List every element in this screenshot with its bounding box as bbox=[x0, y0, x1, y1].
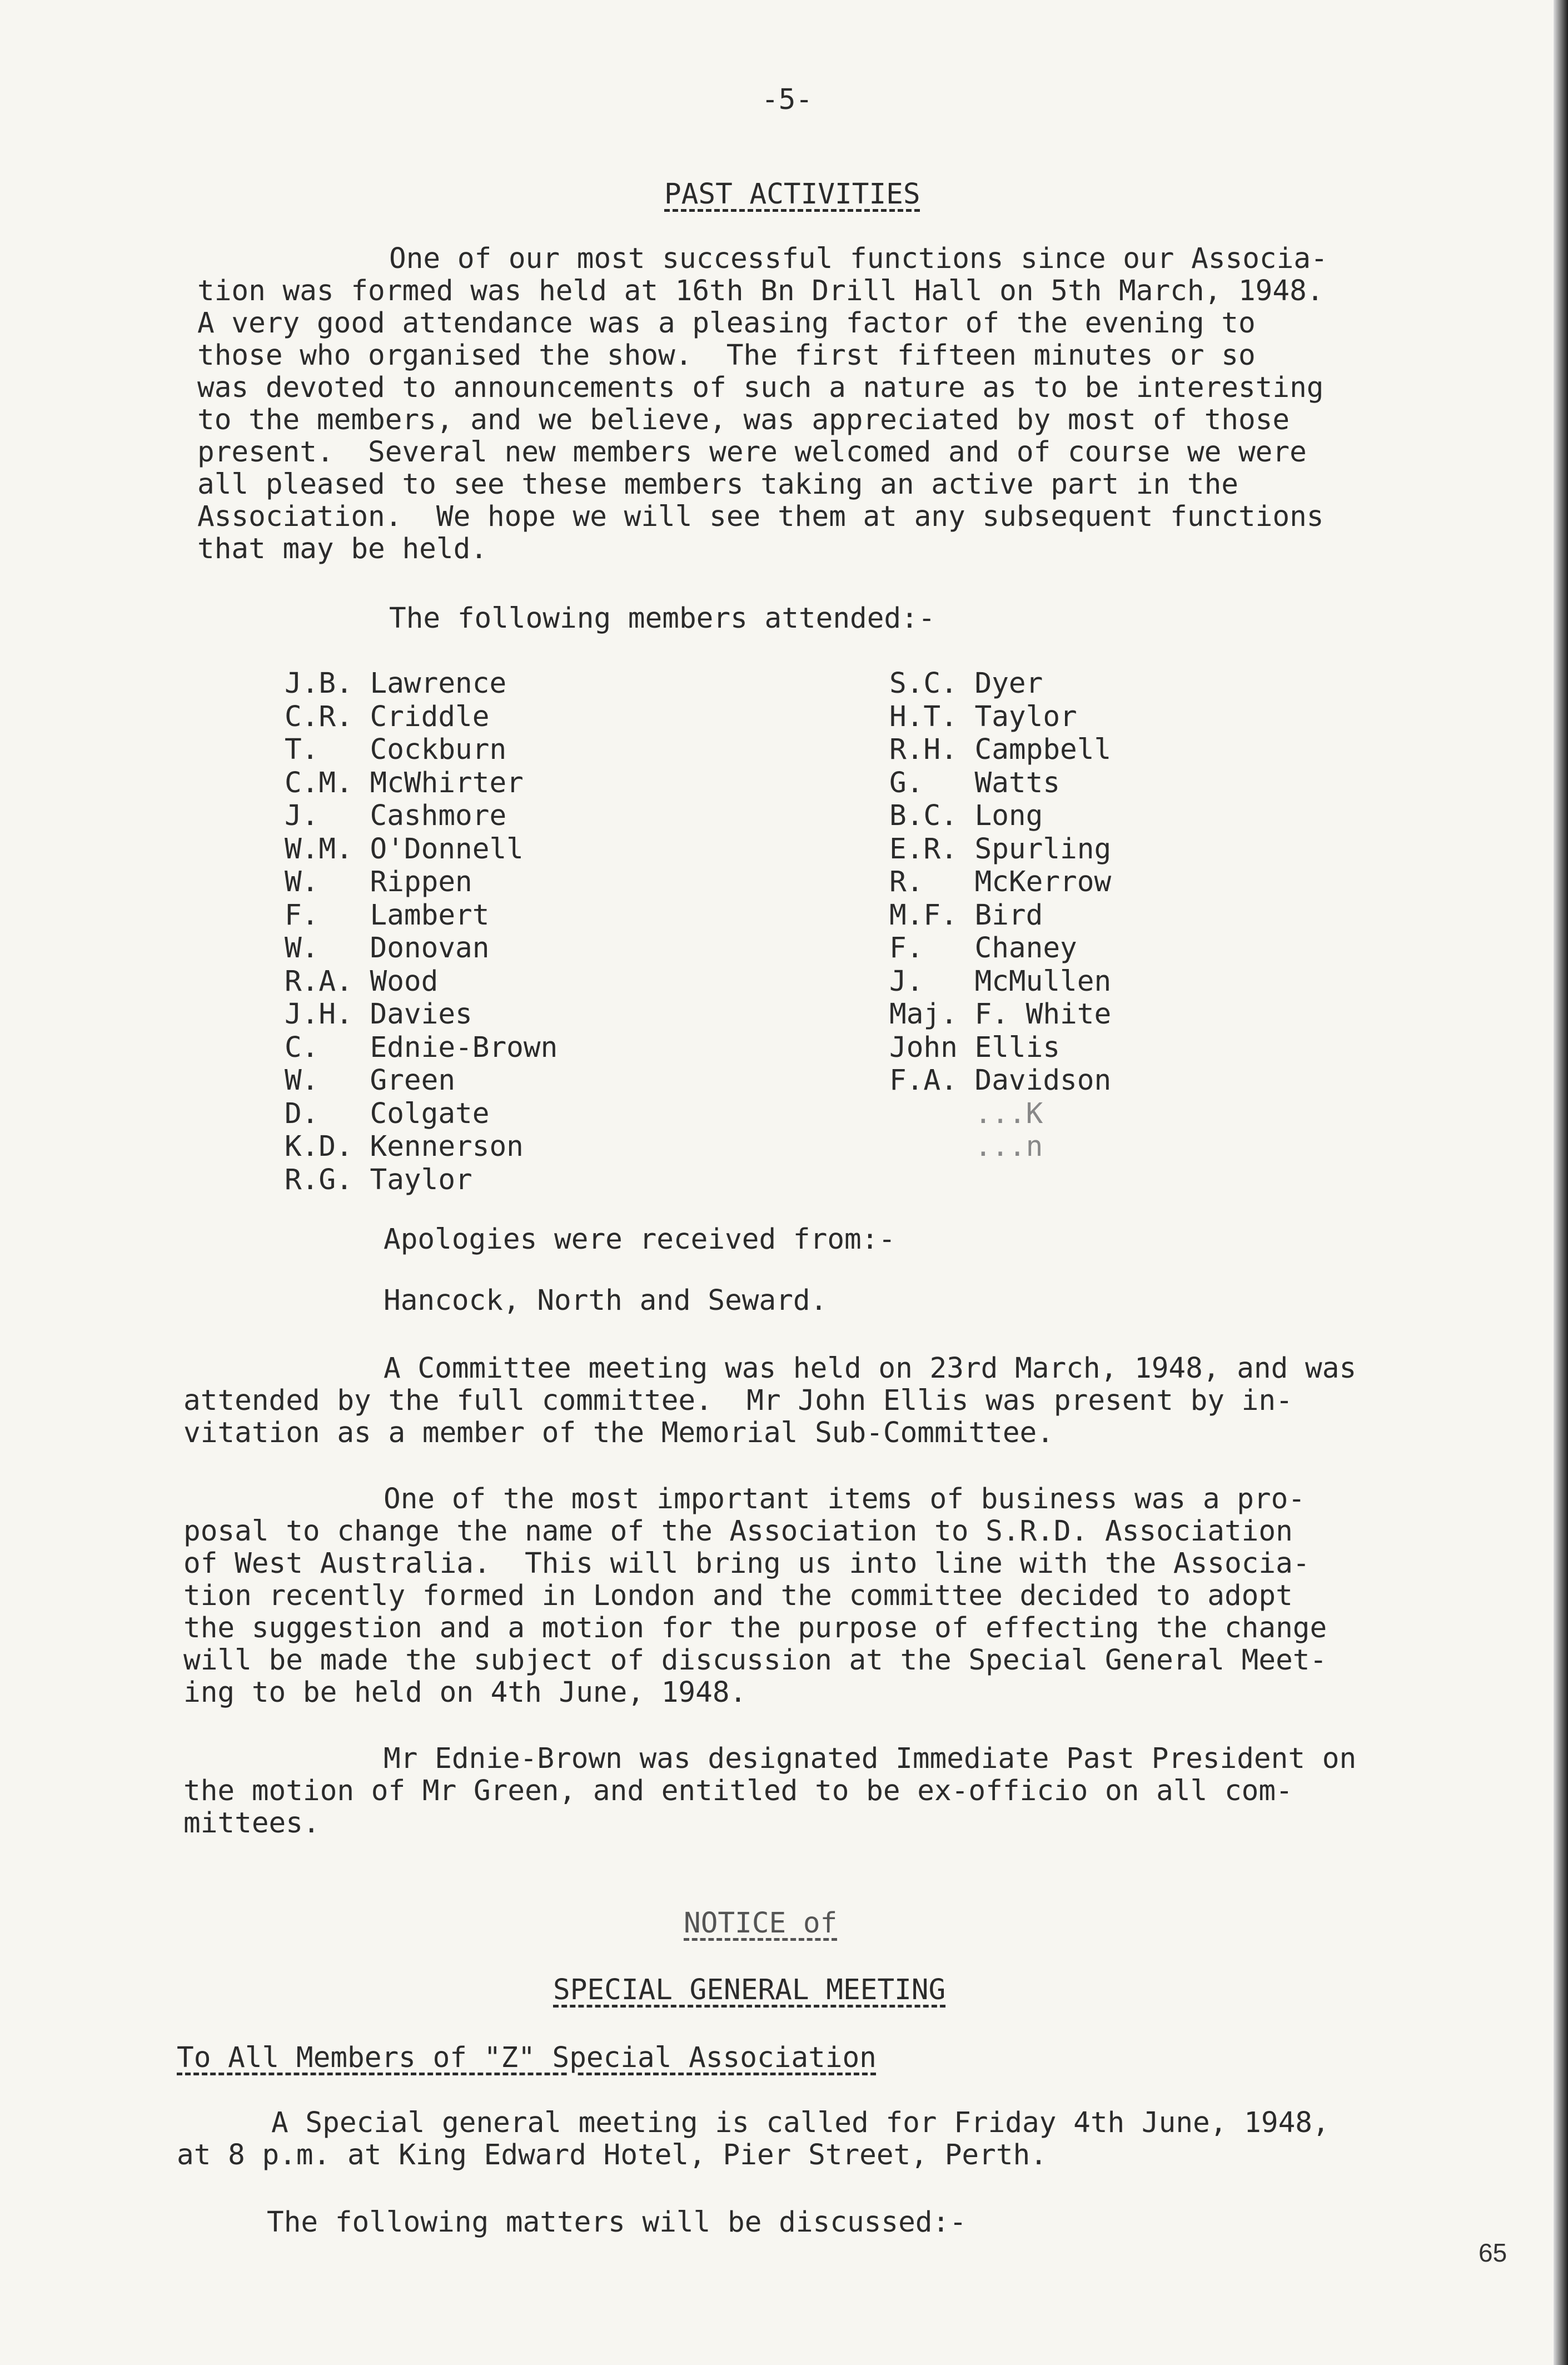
member-name: B.C. Long bbox=[889, 799, 1043, 832]
past-activities-heading: PAST ACTIVITIES bbox=[664, 178, 920, 211]
member-name: F.A. Davidson bbox=[889, 1064, 1112, 1097]
paragraph-line: One of the most important items of business was a pro- bbox=[384, 1483, 1306, 1516]
paragraph-line: that may be held. bbox=[197, 533, 487, 565]
paragraph-line: mittees. bbox=[183, 1807, 320, 1840]
member-name: W. Green bbox=[285, 1064, 456, 1097]
committee-paragraph-1 bbox=[183, 1353, 1356, 1449]
paragraph-line: A Special general meeting is called for Friday 4th June, 1948, bbox=[271, 2106, 1330, 2139]
member-name: Maj. F. White bbox=[889, 998, 1112, 1031]
paragraph-line: A very good attendance was a pleasing factor of the evening to bbox=[197, 307, 1256, 340]
paragraph-line: the motion of Mr Green, and entitled to be ex-officio on all com- bbox=[183, 1775, 1293, 1807]
paragraph-line: Association. We hope we will see them at any subsequent functions bbox=[197, 500, 1324, 533]
page-number: 65 bbox=[1479, 2238, 1507, 2267]
member-name: John Ellis bbox=[889, 1031, 1061, 1064]
member-name: W. Rippen bbox=[285, 866, 472, 898]
committee-paragraph-3 bbox=[183, 1743, 1356, 1840]
notice-of: NOTICE of bbox=[684, 1907, 838, 1940]
member-name: F. Chaney bbox=[889, 932, 1077, 965]
past-activities-paragraph bbox=[197, 243, 1328, 565]
members-right-column bbox=[889, 667, 1111, 1164]
member-name: C. Ednie-Brown bbox=[285, 1031, 558, 1064]
paragraph-line: at 8 p.m. at King Edward Hotel, Pier Street, Perth. bbox=[177, 2139, 1047, 2172]
member-name: H.T. Taylor bbox=[889, 700, 1077, 733]
member-name: R.A. Wood bbox=[285, 965, 439, 998]
member-name: W.M. O'Donnell bbox=[285, 832, 524, 866]
member-name: C.M. McWhirter bbox=[285, 766, 524, 799]
paragraph-line: Mr Ednie-Brown was designated Immediate Past President on bbox=[384, 1742, 1357, 1775]
paragraph-line: of West Australia. This will bring us into line with the Associa- bbox=[183, 1547, 1310, 1580]
member-name: ...n bbox=[889, 1130, 1043, 1163]
paragraph-line: will be made the subject of discussion at the Special General Meet- bbox=[183, 1644, 1327, 1677]
member-name: F. Lambert bbox=[285, 898, 490, 932]
apologies-intro: Apologies were received from:- bbox=[384, 1223, 896, 1256]
paragraph-line: attended by the full committee. Mr John Ellis was present by in- bbox=[183, 1384, 1293, 1417]
member-name: J. Cashmore bbox=[285, 799, 507, 832]
member-name: J.H. Davies bbox=[285, 998, 472, 1031]
member-name: W. Donovan bbox=[285, 932, 490, 965]
apologies-names: Hancock, North and Seward. bbox=[384, 1284, 828, 1317]
member-name: ...K bbox=[889, 1097, 1043, 1130]
member-name: R.H. Campbell bbox=[889, 733, 1112, 766]
notice-paragraph bbox=[177, 2107, 1330, 2172]
attended-intro: The following members attended:- bbox=[389, 602, 935, 635]
notice-to-line: To All Members of "Z" Special Association bbox=[177, 2041, 877, 2074]
paragraph-line: vitation as a member of the Memorial Sub-Committee. bbox=[183, 1417, 1054, 1449]
paragraph-line: tion was formed was held at 16th Bn Drill Hall on 5th March, 1948. bbox=[197, 275, 1324, 307]
member-name: K.D. Kennerson bbox=[285, 1130, 524, 1163]
paragraph-line: all pleased to see these members taking an active part in the bbox=[197, 468, 1238, 501]
member-name: R.G. Taylor bbox=[285, 1163, 472, 1196]
page-marker: -5- bbox=[761, 83, 813, 116]
member-name: J.B. Lawrence bbox=[285, 667, 507, 700]
paragraph-line: posal to change the name of the Association to S.R.D. Association bbox=[183, 1515, 1293, 1548]
member-name: T. Cockburn bbox=[285, 733, 507, 766]
paragraph-line: A Committee meeting was held on 23rd March, 1948, and was bbox=[384, 1352, 1357, 1385]
paragraph-line: present. Several new members were welcomed and of course we were bbox=[197, 436, 1307, 469]
member-name: D. Colgate bbox=[285, 1097, 490, 1130]
member-name: C.R. Criddle bbox=[285, 700, 490, 733]
members-left-column bbox=[285, 667, 557, 1196]
paragraph-line: ing to be held on 4th June, 1948. bbox=[183, 1676, 747, 1709]
scan-edge bbox=[1554, 0, 1568, 2365]
member-name: J. McMullen bbox=[889, 965, 1112, 998]
notice-matters: The following matters will be discussed:- bbox=[267, 2206, 967, 2239]
member-name: M.F. Bird bbox=[889, 898, 1043, 932]
paragraph-line: tion recently formed in London and the committee decided to adopt bbox=[183, 1579, 1293, 1612]
special-meeting-heading: SPECIAL GENERAL MEETING bbox=[553, 1974, 946, 2006]
member-name: E.R. Spurling bbox=[889, 832, 1112, 866]
paragraph-line: those who organised the show. The first fifteen minutes or so bbox=[197, 339, 1256, 372]
member-name: G. Watts bbox=[889, 766, 1061, 799]
paragraph-line: was devoted to announcements of such a nature as to be interesting bbox=[197, 371, 1324, 404]
committee-paragraph-2 bbox=[183, 1483, 1327, 1709]
member-name: R. McKerrow bbox=[889, 866, 1112, 898]
paragraph-line: the suggestion and a motion for the purpose of effecting the change bbox=[183, 1612, 1327, 1644]
paragraph-line: to the members, and we believe, was appreciated by most of those bbox=[197, 404, 1290, 436]
member-name: S.C. Dyer bbox=[889, 667, 1043, 700]
paragraph-line: One of our most successful functions since our Associa- bbox=[389, 242, 1328, 275]
